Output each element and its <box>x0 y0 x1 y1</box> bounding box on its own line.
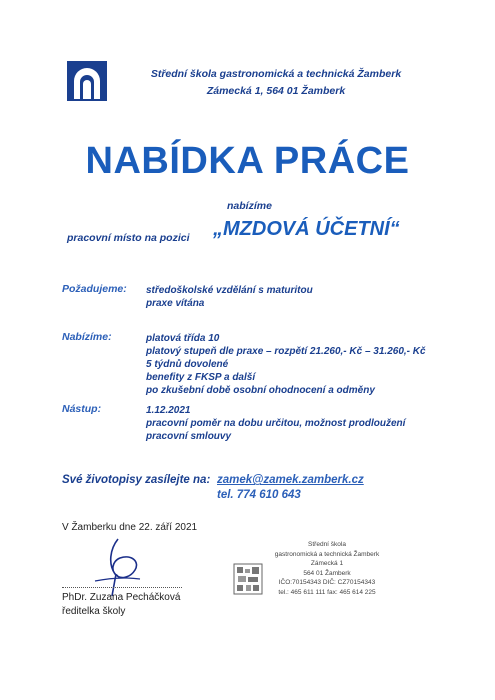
signatory-name: PhDr. Zuzana Pecháčková <box>62 592 181 603</box>
signature-line <box>62 587 182 588</box>
list-item: platová třída 10 <box>146 333 220 344</box>
list-item: 1.12.2021 <box>146 405 191 416</box>
position-value: „MZDOVÁ ÚČETNÍ“ <box>213 218 400 240</box>
official-stamp <box>262 540 392 597</box>
school-name: Střední škola gastronomická a technická Žamberk <box>150 68 402 80</box>
stamp-line: IČO:70154343 DIČ: CZ70154343 <box>278 579 376 586</box>
requirements-list <box>146 284 313 310</box>
list-item: benefity z FKSP a další <box>146 372 256 383</box>
stamp-line: gastronomická a technická Žamberk <box>274 550 380 558</box>
school-header <box>136 66 416 100</box>
page-title: NABÍDKA PRÁCE <box>85 140 410 182</box>
requirements-label: Požadujeme: <box>62 283 127 295</box>
signatory <box>62 591 180 619</box>
signatory-role: ředitelka školy <box>62 606 126 617</box>
school-address: Zámecká 1, 564 01 Žamberk <box>206 85 346 97</box>
email-link[interactable]: zamek@zamek.zamberk.cz <box>217 474 364 486</box>
stamp-line: Zámecká 1 <box>310 560 344 567</box>
start-label: Nástup: <box>62 403 102 415</box>
school-logo <box>67 61 107 101</box>
start-list <box>146 404 405 443</box>
contact-label: Své životopisy zasílejte na: <box>62 474 211 486</box>
position-label: pracovní místo na pozici <box>67 232 190 244</box>
stamp-line: Střední škola <box>308 541 346 548</box>
arch-logo-icon <box>67 61 107 101</box>
list-item: pracovní poměr na dobu určitou, možnost prodloužení <box>146 418 406 429</box>
stamp-emblem <box>233 563 263 595</box>
stamp-line: 564 01 Žamberk <box>303 569 351 577</box>
state-emblem-icon <box>233 563 263 595</box>
position-intro: nabízíme <box>227 200 272 212</box>
list-item: pracovní smlouvy <box>146 431 232 442</box>
offer-label: Nabízíme: <box>62 331 112 343</box>
list-item: středoškolské vzdělání s maturitou <box>146 285 313 296</box>
date-line: V Žamberku dne 22. září 2021 <box>62 522 198 533</box>
list-item: po zkušební době osobní ohodnocení a odměny <box>146 385 375 396</box>
signature-icon <box>90 534 160 599</box>
offer-list <box>146 332 426 397</box>
stamp-line: tel.: 465 611 111 fax: 465 614 225 <box>278 588 376 596</box>
handwritten-signature <box>90 534 160 599</box>
list-item: praxe vítána <box>146 298 205 309</box>
phone-number: tel. 774 610 643 <box>217 489 301 501</box>
list-item: platový stupeň dle praxe – rozpětí 21.260,- Kč – 31.260,- Kč <box>146 346 426 357</box>
list-item: 5 týdnů dovolené <box>146 359 229 370</box>
